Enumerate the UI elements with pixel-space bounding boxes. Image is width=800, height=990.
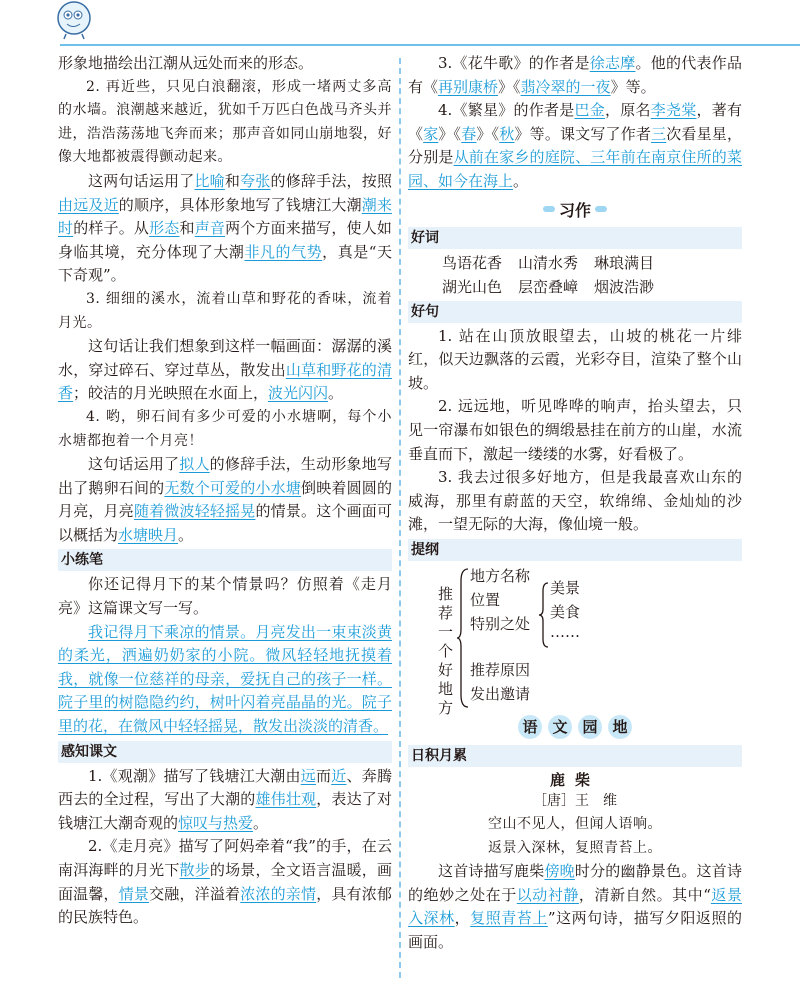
summary-paragraph-4: 4.《繁星》的作者是巴金，原名李尧棠，著有《家》《春》《秋》等。课文写了作者三次看星星，分别是从前在家乡的庭院、三年前在南京住所的菜园、如今在海上。 <box>408 101 742 190</box>
section-heading-perceive: 感知课文 <box>58 741 392 763</box>
summary-paragraph-3: 3.《花牛歌》的作者是徐志摩。他的代表作品有《再别康桥》《翡冷翠的一夜》等。 <box>408 54 742 96</box>
outline-sub-item: …… <box>550 622 580 641</box>
quote-sentence-3: 3. 细细的溪水，流着山草和野花的香味，流着月光。 <box>58 290 392 331</box>
page-header <box>0 0 800 52</box>
outline-brace-sub <box>538 581 550 649</box>
left-column <box>58 52 392 930</box>
quote-sentence-4: 4. 哟，卵石间有多少可爱的小水塘啊，每个小水塘都抱着一个月亮！ <box>58 408 392 449</box>
analysis-paragraph-1: 这两句话运用了比喻和夸张的修辞手法，按照由远及近的顺序，具体形象地写了钱塘江大潮潮来时的样子。从形态和声音两个方面来描写，使人如身临其境，充分体现了大潮非凡的气势，真是“天下奇观”。 <box>58 171 392 285</box>
word-item: 烟波浩渺 <box>594 277 655 296</box>
poem-analysis: 这首诗描写鹿柴傍晚时分的幽静景色。这首诗的绝妙之处在于以动衬静，清新自然。其中“返景入深林，复照青苔上”这两句诗，描写夕阳返照的画面。 <box>408 861 742 951</box>
section-heading-good-words: 好词 <box>408 227 742 249</box>
word-item: 鸟语花香 <box>442 253 503 272</box>
section-heading-good-sentences: 好句 <box>408 301 742 323</box>
paragraph: 形象地描绘出江潮从远处而来的形态。 <box>58 54 314 72</box>
analysis-paragraph-2: 这句话让我们想象到这样一幅画面：潺潺的溪水，穿过碎石、穿过草丛，散发出山草和野花的清香；皎洁的月光映照在水面上，波光闪闪。 <box>58 337 392 403</box>
outline-sub-item: 美食 <box>550 602 581 621</box>
section-heading-outline: 提纲 <box>408 539 742 561</box>
right-column <box>408 52 742 954</box>
good-sentence: 3. 我去过很多好地方，但是我最喜欢山东的威海，那里有蔚蓝的天空，软绵绵、金灿灿的沙滩，一望无际的大海，像仙境一般。 <box>408 468 742 534</box>
poem-line: 空山不见人，但闻人语响。 <box>488 815 662 832</box>
header-rule <box>60 44 800 46</box>
column-divider <box>399 58 401 978</box>
summary-paragraph-2: 2.《走月亮》描写了阿妈牵着“我”的手，在云南洱海畔的月光下散步的场景，全文语言温暖，画面温馨，情景交融，洋溢着浓浓的亲情，具有浓郁的民族特色。 <box>58 837 392 927</box>
good-sentence: 1. 站在山顶放眼望去，山坡的桃花一片绯红，似天边飘落的云霞，光彩夺目，渲染了整个山坡。 <box>408 326 742 392</box>
word-item: 层峦叠嶂 <box>518 277 579 296</box>
word-item: 山清水秀 <box>518 253 579 272</box>
unit-title-garden <box>408 715 742 739</box>
section-heading-practice: 小练笔 <box>58 549 392 571</box>
outline-item: 发出邀请 <box>470 684 531 703</box>
section-heading-daily-accumulation: 日积月累 <box>408 745 742 767</box>
outline-diagram <box>408 563 742 717</box>
title-char: 园 <box>578 715 602 739</box>
word-item: 琳琅满目 <box>594 253 655 272</box>
summary-paragraph-1: 1.《观潮》描写了钱塘江大潮由远而近、奔腾西去的全过程，写出了大潮的雄伟壮观，表达了对钱塘江大潮奇观的惊叹与热爱。 <box>58 766 392 832</box>
unit-title-writing <box>408 198 742 221</box>
practice-answer: 我记得月下乘凉的情景。月亮发出一束束淡黄的柔光，洒遍奶奶家的小院。微风轻轻地抚摸着我，就像一位慈祥的母亲，爱抚自己的孩子一样。院子里的树隐隐约约，树叶闪着亮晶晶的光。院子里的花，在微风中轻轻摇晃，散发出淡淡的清香。 <box>58 622 392 736</box>
word-item: 湖光山色 <box>442 277 503 296</box>
outline-item: 特别之处 <box>470 614 531 633</box>
outline-root: 推荐一个好地方 <box>438 584 454 717</box>
poem-author: ［唐］王 维 <box>533 792 617 809</box>
quote-sentence-2: 2. 再近些，只见白浪翻滚，形成一堵两丈多高的水墙。浪潮越来越近，犹如千万匹白色战马齐头并进，浩浩荡荡地飞奔而来；那声音如同山崩地裂，好像大地都被震得颤动起来。 <box>58 78 392 166</box>
outline-brace-main <box>456 567 470 709</box>
outline-item: 地方名称 <box>470 566 531 585</box>
writing-title: 习作 <box>543 198 607 221</box>
poem-title: 鹿柴 <box>549 770 600 789</box>
outline-item: 推荐原因 <box>470 660 531 679</box>
good-sentence: 2. 远远地，听见哗哗的响声，抬头望去，只见一帘瀑布如银色的绸缎悬挂在前方的山崖，水流垂直而下，激起一缕缕的水雾，好看极了。 <box>408 397 742 463</box>
title-char: 文 <box>548 715 572 739</box>
title-char: 语 <box>518 715 542 739</box>
outline-item: 位置 <box>470 590 501 609</box>
good-words-list <box>408 251 742 299</box>
outline-sub-item: 美景 <box>550 578 581 597</box>
practice-prompt: 你还记得月下的某个情景吗？仿照着《走月亮》这篇课文写一写。 <box>58 575 392 618</box>
analysis-paragraph-3: 这句话运用了拟人的修辞手法，生动形象地写出了鹅卵石间的无数个可爱的小水塘倒映着圆圆的月亮，月亮随着微波轻轻摇晃的情景。这个画面可以概括为水塘映月。 <box>58 455 392 544</box>
poem-line: 返景入深林，复照青苔上。 <box>488 839 662 856</box>
title-char: 地 <box>608 715 632 739</box>
moon-mascot-icon <box>52 0 98 40</box>
